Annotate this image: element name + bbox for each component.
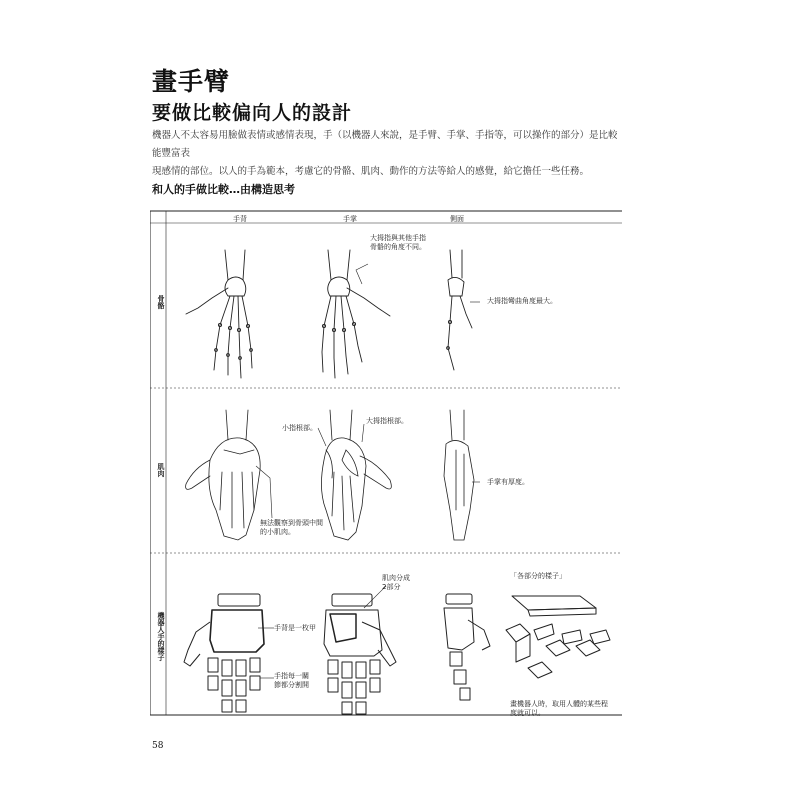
muscle-palm-drawing xyxy=(321,410,391,540)
row-label-muscle: 肌肉 xyxy=(157,463,165,477)
row-label-robot: 機器人手的樣子 xyxy=(157,612,165,661)
robot-parts-drawing xyxy=(506,596,610,678)
muscle-side-drawing xyxy=(444,410,474,540)
note-thumb-angle xyxy=(370,234,426,252)
note-when-robot xyxy=(510,700,608,718)
note-thumb-angle-line-2: 骨骼的角度不同。 xyxy=(370,243,426,251)
note-muscle-split xyxy=(382,574,410,592)
note-parts-shape: 「各部分的樣子」 xyxy=(510,572,566,580)
note-thumb-base: 大拇指根部。 xyxy=(366,417,408,425)
skeleton-back-drawing xyxy=(186,250,252,378)
note-small-muscles xyxy=(260,519,323,537)
robot-back-drawing xyxy=(184,594,264,712)
robot-side-drawing xyxy=(444,594,490,700)
note-muscle-split-line-1: 肌肉分成 xyxy=(382,574,410,582)
note-back-plate-line-1: 手背是一枚甲 xyxy=(274,624,316,632)
page-subtitle: 要做比較偏向人的設計 xyxy=(152,102,353,124)
page-number: 58 xyxy=(152,741,164,751)
note-fingers-joints-line-1: 手指每一關 xyxy=(274,672,309,680)
note-muscle-split-line-2: 2部分 xyxy=(382,583,401,591)
note-small-muscles-line-2: 的小肌肉。 xyxy=(260,528,295,536)
column-header-back: 手背 xyxy=(233,215,247,223)
note-small-muscles-line-1: 無法觀察到骨頭中間 xyxy=(260,519,323,527)
intro-line-1: 機器人不太容易用臉做表情或感情表現，手（以機器人來說，是手臂、手掌、手指等，可以操作的部分）是比較能豐富表 xyxy=(152,130,618,159)
skeleton-side-drawing xyxy=(447,250,472,370)
note-fingers-joints-line-2: 節都分割開 xyxy=(274,681,309,689)
row-label-skeleton: 骨骼 xyxy=(157,295,165,309)
intro-paragraph xyxy=(152,127,622,181)
column-header-side: 側面 xyxy=(450,215,464,223)
note-pinky-base: 小指根部。 xyxy=(282,424,317,432)
note-back-plate xyxy=(274,624,316,633)
note-when-robot-line-2: 度就可以。 xyxy=(510,709,545,717)
comparison-table xyxy=(150,210,622,737)
note-when-robot-line-1: 畫機器人時，取用人體的某些程 xyxy=(510,700,608,708)
page-title: 畫手臂 xyxy=(152,67,231,96)
note-palm-thick: 手掌有厚度。 xyxy=(487,478,529,486)
note-fingers-joints xyxy=(274,672,309,690)
intro-line-2: 現感情的部位。以人的手為範本，考慮它的骨骼、肌肉、動作的方法等給人的感覺，給它擔任一些任務。 xyxy=(152,166,590,177)
note-thumb-angle-line-1: 大拇指與其他手指 xyxy=(370,234,426,242)
note-thumb-bend: 大拇指彎曲角度最大。 xyxy=(487,297,557,305)
hand-illustrations xyxy=(150,210,622,737)
muscle-back-drawing xyxy=(186,410,261,540)
skeleton-palm-drawing xyxy=(322,250,390,378)
section-heading: 和人的手做比較…由構造思考 xyxy=(152,183,295,196)
column-header-palm: 手掌 xyxy=(343,215,357,223)
robot-palm-drawing xyxy=(324,594,396,714)
